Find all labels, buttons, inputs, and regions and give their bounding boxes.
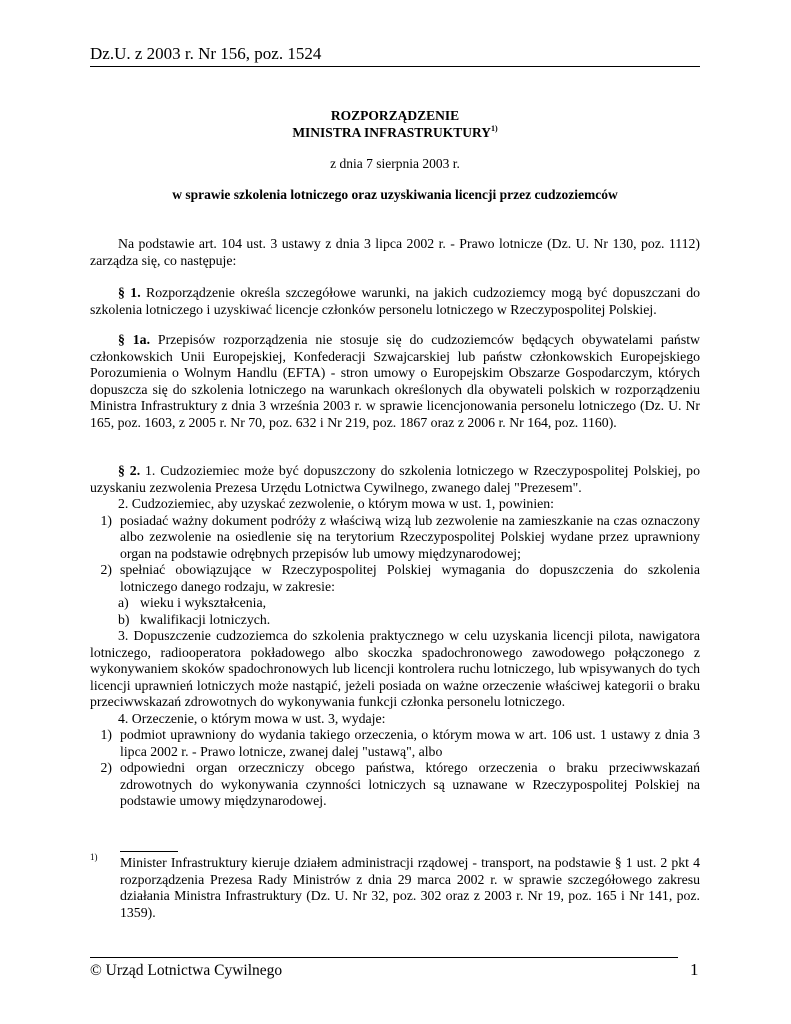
- footer-rule: [90, 957, 678, 958]
- page-number: 1: [690, 960, 699, 979]
- list-item-text: posiadać ważny dokument podróży z właściwą wizą lub zezwolenie na zamieszkanie na czas oznaczony albo zezwolenie na osiedlenie się na terytorium Rzeczypospolitej Polskiej wydane przez uprawniony organ na podstawie odrębnych przepisów lub umowy międzynarodowej;: [120, 512, 700, 561]
- section-1-text: Rozporządzenie określa szczegółowe warunki, na jakich cudzoziemcy mogą być dopuszczani do szkolenia lotniczego i uzyskiwać licencje członków personelu lotniczego w Rzeczypospolitej Polskiej.: [90, 285, 700, 317]
- document-date: z dnia 7 sierpnia 2003 r.: [330, 156, 460, 171]
- sub-list-item-letter: a): [118, 595, 129, 610]
- section-2-paragraph-1: [90, 463, 700, 496]
- section-2-paragraph-4: 4. Orzeczenie, o którym mowa w ust. 3, wydaje:: [118, 710, 386, 726]
- preamble: [90, 236, 700, 269]
- list-item-number: 2): [100, 562, 112, 577]
- footer-publisher: © Urząd Lotnictwa Cywilnego: [90, 962, 283, 979]
- issuer-title: [90, 124, 700, 141]
- header-rule: [90, 66, 700, 67]
- section-2: [90, 463, 700, 810]
- section-1a-text: Przepisów rozporządzenia nie stosuje się do cudzoziemców będących obywatelami państw członkowskich Unii Europejskiej, Konfederacji Szwajcarskiej lub państw członkowskich Europejskiego Porozumienia o Wolnym Handlu (EFTA) - stron umowy o Europejskim Obszarze Gospodarczym, których dopuszcza się do szkolenia lotniczego na warunkach określonych dla obywateli polskich w rozporządzeniu Ministra Infrastruktury z dnia 3 września 2003 r. w sprawie licencjonowania personelu lotniczego (Dz. U. Nr 165, poz. 1603, z 2005 r. Nr 70, poz. 632 i Nr 219, poz. 1867 oraz z 2006 r. Nr 164, poz. 1160).: [90, 332, 701, 430]
- section-1-paragraph: [90, 285, 700, 318]
- list-item: [90, 513, 700, 563]
- list-item: [90, 727, 700, 760]
- section-1: [90, 285, 700, 318]
- document-subject: w sprawie szkolenia lotniczego oraz uzyskiwania licencji przez cudzoziemców: [172, 187, 618, 202]
- footnote-mark: 1): [90, 852, 98, 862]
- issuer-name: MINISTRA INFRASTRUKTURY: [292, 125, 491, 140]
- list-item: [90, 562, 700, 595]
- section-2-paragraph-2: 2. Cudzoziemiec, aby uzyskać zezwolenie, o którym mowa w ust. 1, powinien:: [118, 496, 555, 511]
- section-1-label: § 1.: [118, 285, 141, 300]
- section-1a-paragraph: [90, 332, 700, 431]
- list-item-number: 1): [100, 512, 112, 528]
- sub-list-item-letter: b): [118, 611, 130, 627]
- list-item-number: 2): [100, 760, 112, 775]
- sub-list-item: [90, 612, 700, 629]
- list-item-text: spełniać obowiązujące w Rzeczypospolitej Polskiej wymagania do dopuszczenia do szkolenia lotniczego danego rodzaju, w zakresie:: [120, 562, 700, 594]
- list-item-text: odpowiedni organ orzeczniczy obcego państwa, którego orzeczenia o braku przeciwwskazań zdrowotnych do wykonywania czynności lotniczych są uznawane w Rzeczypospolitej Polskiej na podstawie umowy międzynarodowej.: [120, 760, 700, 808]
- footnote-separator: [120, 851, 178, 852]
- sub-list-item-text: wieku i wykształcenia,: [140, 595, 267, 610]
- sub-list-item-text: kwalifikacji lotniczych.: [140, 611, 271, 627]
- list-item-text: podmiot uprawniony do wydania takiego orzeczenia, o którym mowa w art. 106 ust. 1 ustawy z dnia 3 lipca 2002 r. - Prawo lotnicze, zwanej dalej "ustawą", albo: [120, 727, 700, 759]
- preamble-text: Na podstawie art. 104 ust. 3 ustawy z dnia 3 lipca 2002 r. - Prawo lotnicze (Dz. U. Nr 130, poz. 1112) zarządza się, co następuje:: [90, 236, 700, 268]
- list-item-number: 1): [100, 727, 112, 742]
- section-2-label: § 2.: [118, 463, 141, 478]
- section-2-text-1: 1. Cudzoziemiec może być dopuszczony do szkolenia lotniczego w Rzeczypospolitej Polskiej, po uzyskaniu zezwolenia Prezesa Urzędu Lotnictwa Cywilnego, zwanego dalej "Prezesem".: [90, 463, 700, 495]
- footnote-text: Minister Infrastruktury kieruje działem administracji rządowej - transport, na podstawie § 1 ust. 2 pkt 4 rozporządzenia Prezesa Rady Ministrów z dnia 29 marca 2002 r. w sprawie szczegółowego zakresu działania Ministra Infrastruktury (Dz. U. Nr 32, poz. 302 oraz z 2003 r. Nr 19, poz. 165 i Nr 141, poz. 1359).: [120, 855, 700, 920]
- section-1a: [90, 332, 700, 431]
- sub-list-item: [90, 595, 700, 612]
- list-item: [90, 760, 700, 810]
- title-footnote-mark: 1): [491, 124, 498, 133]
- section-1a-label: § 1a.: [118, 332, 151, 347]
- section-2-paragraph-3: 3. Dopuszczenie cudzoziemca do szkolenia praktycznego w celu uzyskania licencji pilota, nawigatora lotniczego, radiooperatora pokładowego albo skoczka spadochronowego zawodowego połączonego z wykonywaniem skoków spadochronowych lub licencji kontrolera ruchu lotniczego, lub wpisywanych do tych licencji uprawnień lotniczych może nastąpić, jeżeli posiada on ważne orzeczenie właściwej kategorii o braku przeciwwskazań zdrowotnych do wykonywania funkcji członka personelu lotniczego.: [90, 628, 700, 709]
- document-type-title: ROZPORZĄDZENIE: [330, 108, 460, 123]
- journal-reference: Dz.U. z 2003 r. Nr 156, poz. 1524: [90, 44, 322, 63]
